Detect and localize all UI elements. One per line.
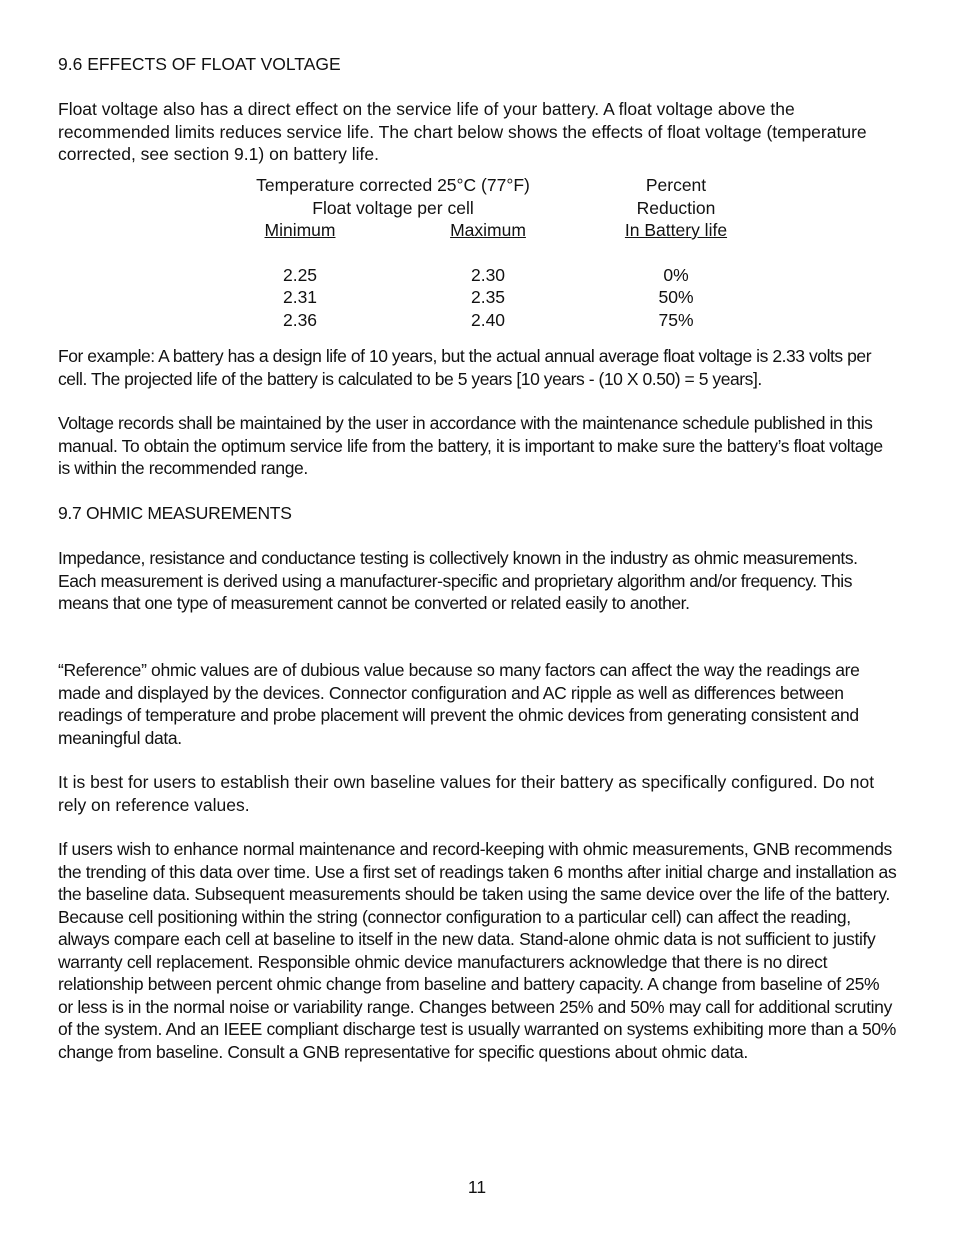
table-cell-max: 2.30 [470,265,506,285]
table-cell-reduction: 0% [663,265,689,285]
ohmic-paragraph-4: If users wish to enhance normal maintenance and record-keeping with ohmic measurements, GNB recommends the trending of this data over time. Use a first set of readings taken 6 months after initial charge and installation as the baseline data. Subsequent measurements should be taken using the same device over the life of the battery. Because cell positioning within the string (connector configuration to a particular cell) can affect the reading, always compare each cell at baseline to itself in the new data. Stand-alone ohmic data is not sufficient to justify warranty cell replacement. Responsible ohmic device manufacturers acknowledge that there is no direct relationship between percent ohmic change from baseline and battery capacity. A change from baseline of 25% or less is in the normal noise or variability range. Changes between 25% and 50% may call for additional scrutiny of the system. And an IEEE compliant discharge test is usually warranted on systems exhibiting more than a 50% change from baseline. Consult a GNB representative for specific questions about ohmic data. [58,839,897,1062]
section-heading-9-7: 9.7 OHMIC MEASUREMENTS [58,503,292,523]
table-header-float-voltage: Float voltage per cell [312,198,474,218]
section-heading-9-6: 9.6 EFFECTS OF FLOAT VOLTAGE [58,54,341,74]
ohmic-paragraph-2: “Reference” ohmic values are of dubious value because so many factors can affect the way the readings are made and displayed by the devices. Connector configuration and AC ripple as well as differences between readings of temperature and probe placement will prevent the ohmic devices from generating consistent and meaningful data. [58,660,860,748]
table-cell-min: 2.25 [282,265,318,285]
table-cell-max: 2.35 [470,287,506,307]
ohmic-paragraph-1: Impedance, resistance and conductance testing is collectively known in the industry as ohmic measurements. Each measurement is derived using a manufacturer-specific and proprietary algorithm and/or frequency. This means that one type of measurement cannot be converted or related easily to another. [58,548,858,613]
float-voltage-intro: Float voltage also has a direct effect on the service life of your battery. A float voltage above the recommended limits reduces service life. The chart below shows the effects of float voltage (temperature corrected, see section 9.1) on battery life. [58,99,867,164]
table-cell-reduction: 50% [658,287,694,307]
table-cell-reduction: 75% [658,310,694,330]
table-header-percent: Percent [645,175,707,195]
voltage-records-paragraph: Voltage records shall be maintained by the user in accordance with the maintenance schedule published in this manual. To obtain the optimum service life from the battery, it is important to make sure the battery’s float voltage is within the recommended range. [58,413,883,478]
column-header-maximum: Maximum [450,220,526,240]
table-header-temperature: Temperature corrected 25°C (77°F) [256,175,530,195]
table-cell-min: 2.36 [282,310,318,330]
table-cell-max: 2.40 [470,310,506,330]
ohmic-paragraph-3: It is best for users to establish their own baseline values for their battery as specifically configured. Do not rely on reference values. [58,772,875,815]
float-voltage-example: For example: A battery has a design life of 10 years, but the actual annual average float voltage is 2.33 volts per cell. The projected life of the battery is calculated to be 5 years [10 years - (10 X 0.50) = 5 years]. [58,346,872,389]
column-header-battery-life: In Battery life [624,220,728,240]
table-cell-min: 2.31 [282,287,318,307]
table-header-reduction: Reduction [636,198,716,218]
page-number: 11 [467,1177,487,1197]
float-voltage-table [58,174,898,334]
column-header-minimum: Minimum [264,220,336,240]
